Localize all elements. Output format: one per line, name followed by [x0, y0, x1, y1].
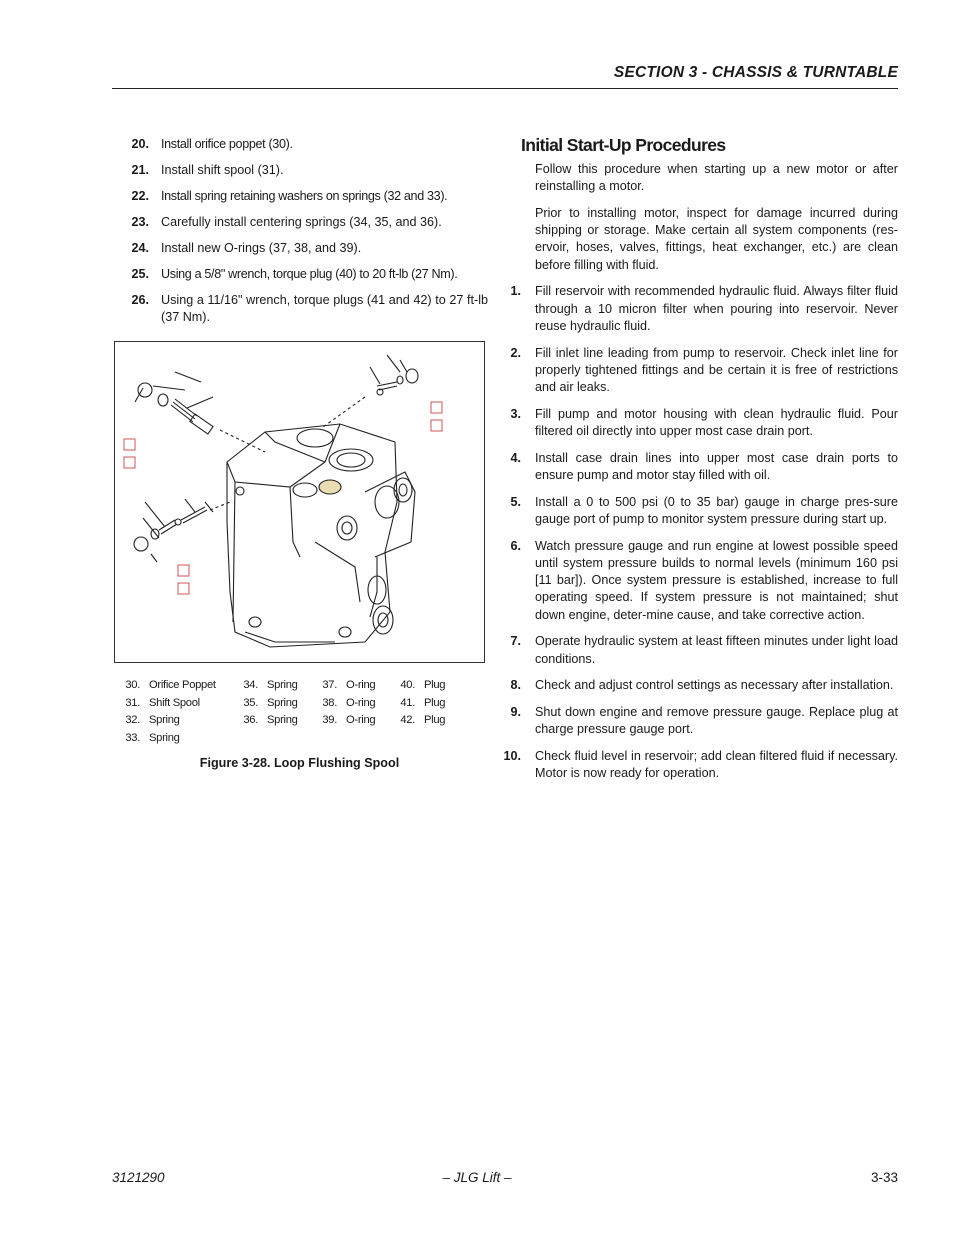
legend-label: O-ring — [346, 696, 376, 709]
intro-paragraph: Prior to installing motor, inspect for damage incurred during shipping or storage. Make certain all system components (res-ervoir, hoses, valves, fittings, heat exchanger, etc.) are clean before filling with fluid. — [535, 206, 898, 272]
legend-item — [118, 712, 216, 730]
figure-illustration — [114, 341, 485, 663]
legend-item — [315, 695, 375, 713]
step-number: 8. — [510, 678, 521, 693]
intro-paragraph: Follow this procedure when starting up a new motor or after reinstalling a motor. — [535, 162, 898, 194]
legend-label: Orifice Poppet — [149, 679, 216, 691]
step-text: Install a 0 to 500 psi (0 to 35 bar) gauge in charge pres-sure gauge port of pump to monitor system pressure during start up. — [535, 494, 898, 527]
step-text: Check and adjust control settings as necessary after installation. — [535, 678, 894, 693]
procedure-step-6 — [500, 538, 898, 624]
procedure-step-3 — [500, 406, 898, 440]
step-number: 22. — [131, 189, 149, 203]
legend-label: Plug — [424, 696, 446, 709]
step-text: Install orifice poppet (30). — [161, 137, 293, 151]
footer-brand: – JLG Lift – — [442, 1170, 512, 1185]
legend-num: 35. — [243, 696, 258, 709]
left-step-list — [112, 136, 488, 326]
legend-label: Spring — [267, 714, 298, 726]
legend-num: 36. — [243, 714, 258, 726]
step-number: 1. — [510, 284, 521, 299]
step-number: 6. — [510, 538, 521, 553]
legend-label: Plug — [424, 714, 446, 726]
legend-num: 37. — [322, 679, 337, 691]
legend-label: Spring — [267, 696, 298, 709]
procedure-step-9 — [500, 704, 898, 738]
figure-caption: Figure 3-28. Loop Flushing Spool — [199, 756, 400, 770]
legend-label: Spring — [149, 731, 180, 744]
legend-num: 42. — [400, 714, 415, 726]
step-number: 20. — [131, 137, 149, 151]
wrench-symbol-icon — [178, 583, 189, 594]
step-21 — [112, 162, 488, 179]
step-text: Fill inlet line leading from pump to reservoir. Check inlet line for properly tightened fittings and be certain it is free of restrictions and air leaks. — [535, 345, 898, 395]
step-26 — [112, 292, 488, 326]
legend-num: 40. — [400, 679, 415, 691]
legend-column-2 — [236, 677, 298, 730]
step-number: 25. — [131, 267, 149, 281]
procedure-step-10 — [500, 748, 898, 782]
step-text: Operate hydraulic system at least fifteen minutes under light load conditions. — [535, 634, 898, 666]
step-number: 24. — [131, 241, 149, 255]
right-column — [503, 161, 898, 792]
step-24 — [112, 240, 488, 257]
section-heading: Initial Start-Up Procedures — [521, 135, 726, 155]
step-text: Install case drain lines into upper most case drain ports to ensure pump and motor stay filled with oil. — [535, 450, 898, 483]
step-22 — [112, 188, 488, 205]
torque-symbol-icon — [124, 439, 135, 450]
legend-column-1 — [118, 677, 216, 747]
legend-label: Shift Spool — [149, 696, 200, 709]
procedure-step-7 — [500, 633, 898, 667]
page-number: 3-33 — [870, 1170, 898, 1185]
legend-item — [236, 712, 298, 730]
legend-item — [236, 677, 298, 695]
step-text: Fill reservoir with recommended hydraulic fluid. Always filter fluid through a 10 micron filter when pouring into reservoir. Never reuse hydraulic fluid. — [535, 284, 898, 333]
plug-parts-lower-left — [134, 499, 213, 562]
step-number: 2. — [510, 345, 521, 360]
legend-item — [393, 695, 445, 713]
legend-label: Plug — [424, 679, 446, 691]
procedure-step-1 — [500, 283, 898, 335]
step-text: Using a 5/8" wrench, torque plug (40) to 20 ft-lb (27 Nm). — [161, 267, 458, 281]
legend-label: Spring — [149, 714, 180, 726]
legend-label: O-ring — [346, 679, 376, 691]
legend-num: 32. — [125, 714, 140, 726]
step-25 — [112, 266, 488, 283]
step-20 — [112, 136, 488, 153]
procedure-step-5 — [500, 494, 898, 528]
legend-num: 31. — [125, 696, 140, 709]
step-number: 4. — [510, 450, 521, 465]
section-title: SECTION 3 - CHASSIS & TURNTABLE — [613, 64, 898, 81]
step-number: 21. — [131, 163, 149, 177]
legend-num: 39. — [322, 714, 337, 726]
step-text: Watch pressure gauge and run engine at lowest possible speed until system pressure builds to normal levels (minimum 160 psi [11 bar]). Once system pressure is established, increase to full operating speed. If system pressure is not maintained; shut down engine, deter-mine cause, and take corrective action. — [535, 538, 898, 622]
legend-item — [118, 695, 216, 713]
step-text: Check fluid level in reservoir; add clean filtered fluid if necessary. Motor is now ready for operation. — [535, 749, 898, 781]
legend-num: 41. — [400, 696, 415, 709]
plug-parts-upper-right — [370, 355, 418, 395]
header-rule — [112, 88, 898, 89]
legend-item — [393, 712, 445, 730]
step-text: Carefully install centering springs (34, 35, and 36). — [161, 215, 442, 229]
legend-column-3 — [315, 677, 375, 730]
procedure-step-8 — [500, 677, 898, 694]
step-text: Install shift spool (31). — [161, 163, 284, 177]
legend-num: 34. — [243, 679, 258, 691]
legend-item — [315, 677, 375, 695]
legend-label: O-ring — [346, 714, 376, 726]
wrench-symbol-icon — [431, 420, 442, 431]
legend-item — [393, 677, 445, 695]
step-number: 7. — [510, 634, 521, 649]
legend-num: 33. — [125, 731, 140, 744]
legend-item — [315, 712, 375, 730]
step-number: 5. — [510, 494, 521, 509]
step-23 — [112, 214, 488, 231]
step-number: 9. — [510, 705, 521, 720]
procedure-step-2 — [500, 345, 898, 397]
step-text: Install new O-rings (37, 38, and 39). — [161, 241, 362, 255]
legend-num: 30. — [125, 679, 140, 691]
step-text: Install spring retaining washers on springs (32 and 33). — [161, 189, 448, 203]
legend-label: Spring — [267, 679, 298, 691]
legend-column-4 — [393, 677, 445, 730]
step-text: Using a 11/16" wrench, torque plugs (41 and 42) to 27 ft-lb (37 Nm). — [161, 293, 488, 324]
legend-item — [118, 677, 216, 695]
legend-item — [236, 695, 298, 713]
plug-parts-upper-left — [135, 372, 213, 434]
step-text: Shut down engine and remove pressure gauge. Replace plug at charge pressure gauge port. — [535, 705, 898, 737]
torque-symbol-icon — [178, 565, 189, 576]
step-text: Fill pump and motor housing with clean hydraulic fluid. Pour filtered oil directly into upper most case drain port. — [535, 406, 898, 439]
loop-flushing-spool-drawing — [115, 342, 484, 662]
legend-num: 38. — [322, 696, 337, 709]
torque-symbol-icon — [431, 402, 442, 413]
step-number: 3. — [510, 406, 521, 421]
document-number: 3121290 — [112, 1170, 165, 1185]
step-number: 23. — [131, 215, 149, 229]
step-number: 10. — [503, 749, 521, 764]
step-number: 26. — [131, 293, 149, 307]
wrench-symbol-icon — [124, 457, 135, 468]
legend-item — [118, 730, 216, 748]
procedure-step-4 — [500, 450, 898, 484]
